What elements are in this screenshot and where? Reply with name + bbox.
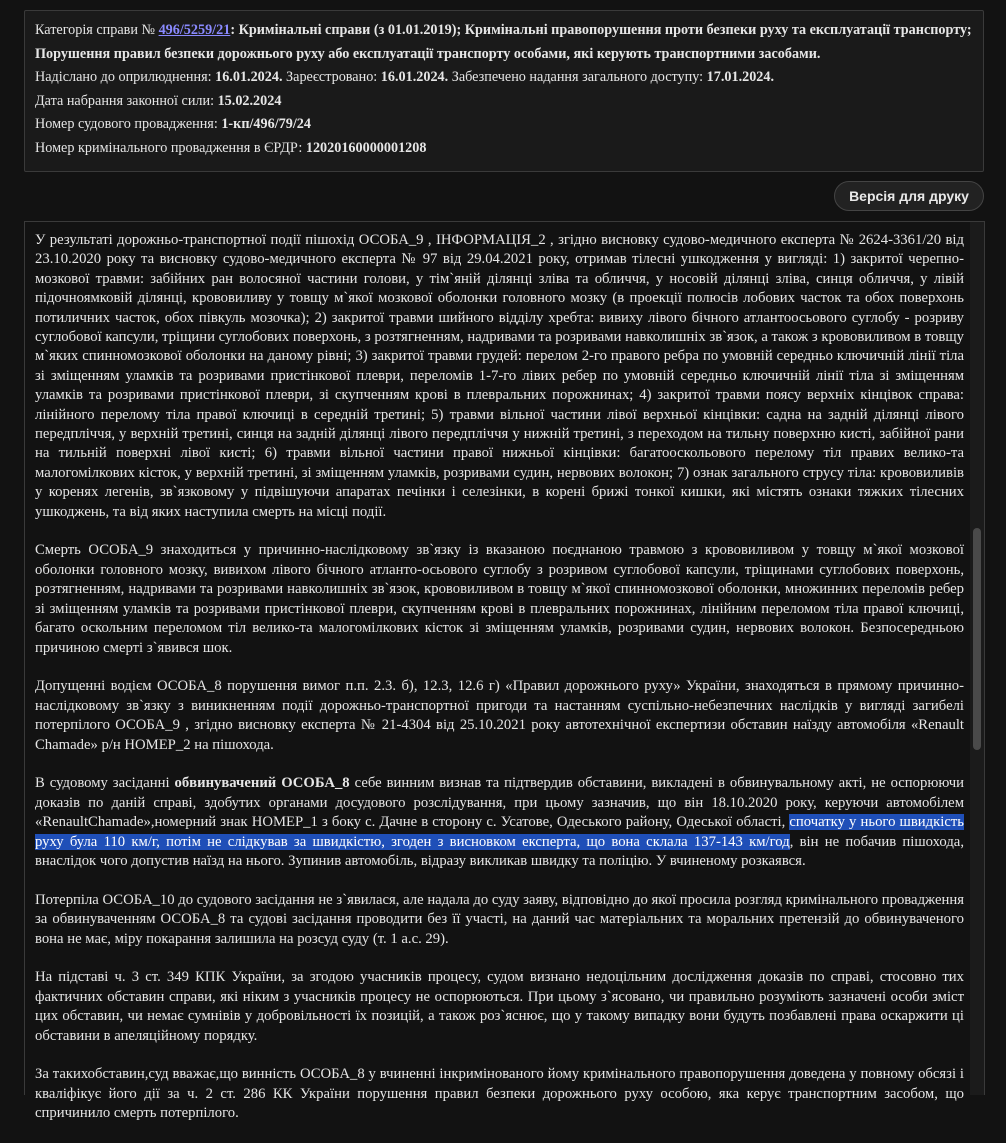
paragraph-1: У результаті дорожньо-транспортної події пішохід ОСОБА_9 , ІНФОРМАЦІЯ_2 , згідно висновку судово-медичного експерта № 2624-3361/20 від 23.10.2020 року та висновку судово-медичного експерта № 97 від 29.04.2021 року, отримав тілесні ушкодження у вигляді: 1) закритої черепно-мозкової травми: забійних ран волосяної частини голови, у тім`яній ділянці зліва та обличчя, у носовій ділянці зліва, синця обличчя, у лівій підочноямковій ділянці, крововиливу у товщу м`якої мозкової оболонки головного мозку (в проекції полюсів лобових часток та обох поверхонь потиличних часток, обох півкуль мозочка); 2) закритої травми шийного відділу хребта: вивиху лівого бічного атлантоосьового суглобу - розриву суглобової капсули, тріщини суглобових поверхонь, з розтягненням, надривами та розривами навколишніх зв`язок, а також з крововиливом в товщу м`яких спинномозкової оболонки на даному рівні; 3) закритої травми грудей: перелом 2-го правого ребра по умовній середньо ключичній лінії тіла зі зміщенням уламків та розривами пристінкової плеври, переломів 1-7-го лівих ребер по умовній середньо ключичній лінії тіла зі зміщенням уламків та розривами пристінкової плеври, зі скупченням крові в плевральних порожнинах; 4) закритої травми поясу верхніх кінцівок справа: лінійного перелому тіла правої ключиці в середній третині; 5) травми вільної частини лівої верхньої кінцівки: садна на задній ділянці лівого передпліччя, у верхній третині, синця на задній ділянці лівого передпліччя у нижній третині, з переходом на тильну поверхню кисті, забійної рани на тильній поверхні лівої кисті; 6) травми вільної частини правої нижньої кінцівки: багатооскольового перелому тіл правих велико-та малогомілкових кісток, у верхній третині, зі зміщенням уламків, розривами судин, нервових волокон; 7) ознак загального струсу тіла: крововиливів у коренях легенів, зв`язковому у підвішуючи апаратах печінки і селезінки, в корені брижі тонкої кишки, які містять ознаки тяжких тілесних ушкоджень, та від яких наступила смерть на місці події. xyxy=(35,232,964,520)
p4-part-c: , він не побачив пішохода, внаслідок чого допустив наїзд на нього. Зупинив автомобіль, відразу викликав швидку та поліцію. У вчиненому розкаявся. xyxy=(35,833,964,869)
scrollbar-thumb[interactable] xyxy=(973,528,981,750)
paragraph-7: За такихобставин,суд вважає,що винність ОСОБА_8 у вчиненні інкримінованого йому кримінального правопорушення доведена у повному обсязі і кваліфікує його дії за ч. 2 ст. 286 КК України порушення правил безпеки дорожнього руху особою, яка керує транспортним засобом, що спричинило смерть потерпілого. xyxy=(35,1066,964,1122)
case-category xyxy=(35,19,973,66)
print-version-button[interactable]: Версія для друку xyxy=(834,181,984,211)
erdr-number: 12020160000001208 xyxy=(305,139,427,156)
registered-label: Зареєстровано: xyxy=(282,69,381,85)
paragraph-3: Допущенні водієм ОСОБА_8 порушення вимог п.п. 2.3. б), 12.3, 12.6 г) «Правил дорожнього руху» України, знаходяться в прямому причинно-наслідковому зв`язку з виникненням події дорожньо-транспортної пригоди та настанням суспільно-небезпечних наслідків у вигляді загибелі потерпілого ОСОБА_9 , згідно висновку експерта № 21-4304 від 25.10.2021 року автотехнічної експертизи обставин наїзду автомобіля «Renault Chamade» р/н НОМЕР_2 на пішохода. xyxy=(35,678,964,753)
publication-dates xyxy=(35,66,973,90)
paragraph-4 xyxy=(35,774,964,871)
access-label: Забезпечено надання загального доступу: xyxy=(448,69,707,85)
case-number-link[interactable]: 496/5259/21 xyxy=(158,22,231,38)
p4-part-b: себе винним визнав та підтвердив обставини, викладені в обвинувальному акті, не оспорюючи доказів по даній справі, здобутих органами досудового розслідування, при цьому зазначив, що він 18.10.2020 року, керуючи автомобілем «RenaultChamade»,номерний знак НОМЕР_1 з боку с. Дачне в сторону с. Усатове, Одеського району, Одеської області, xyxy=(35,775,964,831)
paragraph-6: На підставі ч. 3 ст. 349 КПК України, за згодою учасників процесу, судом визнано недоцільним дослідження доказів по справі, стосовно тих фактичних обставин справи, які ніким з учасників процесу не оспорюються. При цьому з`ясовано, чи правильно розуміють зазначені особи зміст цих обставин, чи немає сумнівів у добровільності їх позицій, а також роз`яснює, що у такому випадку вони будуть позбавлені права оскаржити ці обставини в апеляційному порядку. xyxy=(35,969,964,1044)
paragraph-5: Потерпіла ОСОБА_10 до судового засідання не з`явилася, але надала до суду заяву, відповідно до якої просила розгляд кримінального провадження за обвинуваченням ОСОБА_8 та судові засідання проводити без її участі, на даний час матеріальних та моральних претензій до обвинуваченого вона не має, міру покарання залишила на розсуд суду (т. 1 а.с. 29). xyxy=(35,891,964,947)
force-date: 15.02.2024 xyxy=(217,92,282,109)
access-date: 17.01.2024. xyxy=(706,69,775,85)
document-body xyxy=(35,231,964,1143)
force-label: Дата набрання законної сили: xyxy=(35,92,218,109)
sent-date: 16.01.2024. xyxy=(215,69,283,85)
case-info-panel xyxy=(24,10,984,172)
document-text-panel[interactable] xyxy=(24,221,985,1122)
erdr-row xyxy=(35,137,973,161)
proceeding-label: Номер судового провадження: xyxy=(35,116,222,132)
p4-part-a: В судовому засіданні xyxy=(35,775,175,792)
text-selection-highlight[interactable]: спочатку у нього швидкість руху була 110 км/г, потім не слідкував за швидкістю, згоден з висновком експерта, що вона склала 137-143 км/год xyxy=(35,814,964,850)
p4-defendant: обвинувачений ОСОБА_8 xyxy=(174,775,350,792)
scrollbar-track[interactable] xyxy=(970,222,984,1095)
registered-date: 16.01.2024. xyxy=(380,69,449,85)
paragraph-2: Смерть ОСОБА_9 знаходиться у причинно-наслідковому зв`язку із вказаною поєднаною травмою з крововиливом у товщу м`якої мозкової оболонки головного мозку, вивихом лівого бічного атланто-осьового суглобу з розривом суглобової капсули, тріщинами суглобових поверхонь, розтягненням, надривами та розривами навколишніх зв`язок, крововиливом в товщу м`якої спинномозкової оболонки, множинних переломів ребер зі зміщенням уламків та розривами пристінкової плеври, скупченням крові в плевральних порожнинах, лінійним переломом тіла правої ключиці, багато оскольним переломом тіл велико-та малогомілкових кісток зі зміщенням уламків, розривами судин, нервових волокон. Безпосередньою причиною смерті з`явився шок. xyxy=(35,542,964,656)
sent-label: Надіслано до оприлюднення: xyxy=(35,69,216,85)
force-date-row xyxy=(35,90,973,114)
erdr-label: Номер кримінального провадження в ЄРДР: xyxy=(35,139,306,156)
proceeding-row xyxy=(35,113,973,137)
category-label: Категорія справи № xyxy=(35,22,159,38)
proceeding-number: 1-кп/496/79/24 xyxy=(221,116,311,132)
category-text: : Кримінальні справи (з 01.01.2019); Кримінальні правопорушення проти безпеки руху та експлуатації транспорту; Порушення правил безпеки дорожнього руху або експлуатації транспорту особами, які керують транспортними засобами. xyxy=(35,22,972,62)
